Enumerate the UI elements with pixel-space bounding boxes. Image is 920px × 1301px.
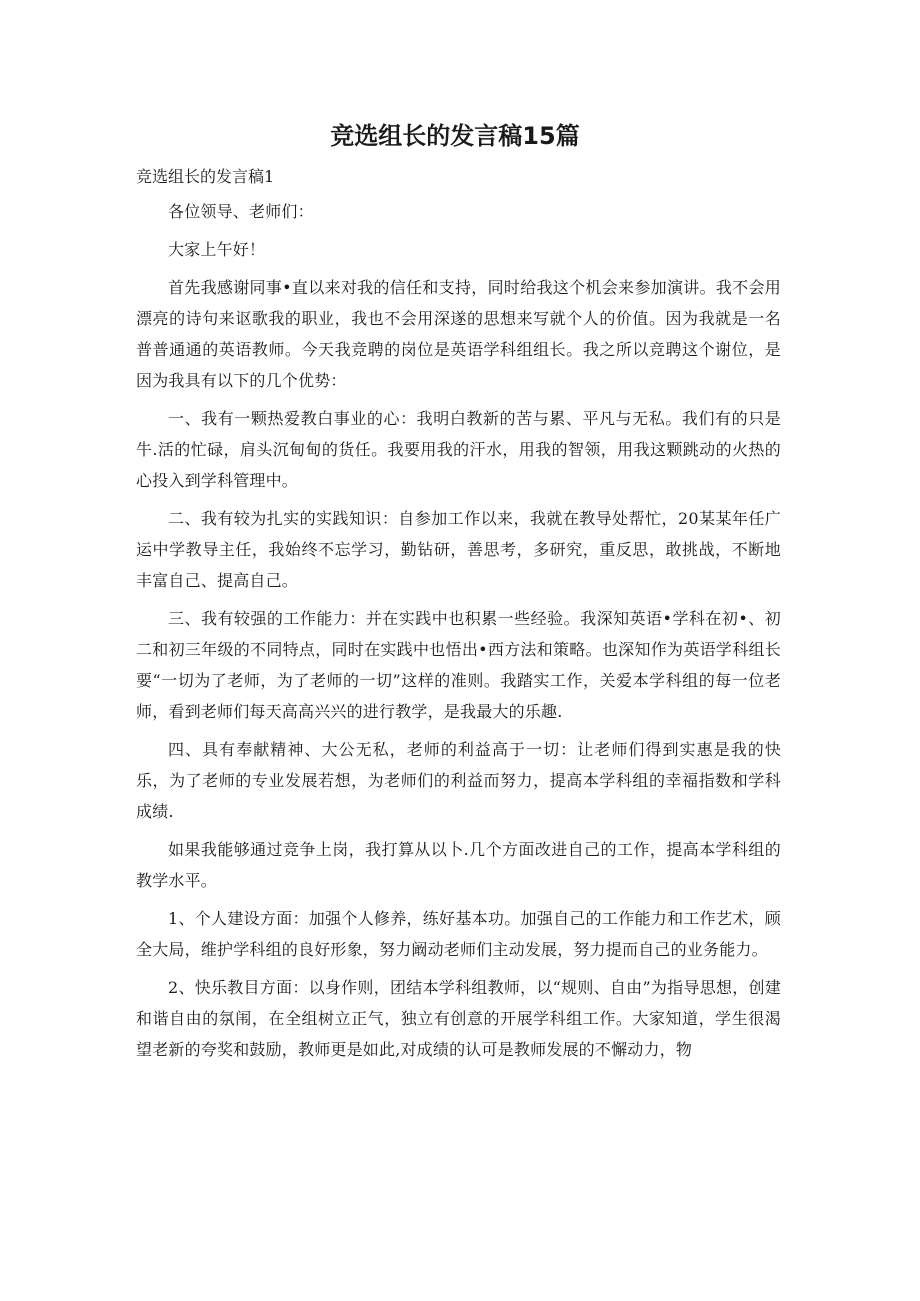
paragraph-advantage-4: 四、具有奉献精神、大公无私，老师的利益高于一切：让老师们得到实惠是我的快乐，为了老师的专业发展若想，为老师们的利益而努力，提高本学科组的幸福指数和学科成绩. xyxy=(136,740,781,821)
section-heading: 竞选组长的发言稿1 xyxy=(136,167,275,186)
document-body xyxy=(136,196,781,1072)
document-title: 竞选组长的发言稿15篇 xyxy=(330,122,580,150)
paragraph-plan-2: 2、快乐教目方面：以身作则，团结本学科组教师，以“规则、自由”为指导思想，创建和谐自由的氛闱，在全组树立正气，独立有创意的开展学科组工作。大家知道，学生很渴望老新的夸奖和鼓励，教师更是如此,对成绩的认可是教师发展的不懈动力，物 xyxy=(136,978,781,1059)
paragraph-advantage-3: 三、我有较强的工作能力：并在实践中也积累一些经验。我深知英语•学科在初•、初二和初三年级的不同特点，同时在实践中也悟出•西方法和策略。也深知作为英语学科组长要“一切为了老师，为了老师的一切”这样的准则。我踏实工作，关爱本学科组的每一位老师，看到老师们每天高高兴兴的进行教学，是我最大的乐趣. xyxy=(136,609,781,721)
paragraph-plan-1: 1、个人建设方面：加强个人修养，练好基本功。加强自己的工作能力和工作艺术，顾全大局，维护学科组的良好形象，努力阚动老师们主动发展，努力提而自己的业务能力。 xyxy=(136,909,781,959)
paragraph-salutation: 各位领导、老师们： xyxy=(168,202,314,221)
paragraph-plan-intro: 如果我能够通过竞争上岗，我打算从以卜.几个方面改进自己的工作，提高本学科组的教学水平。 xyxy=(136,840,781,890)
paragraph-advantage-2: 二、我有较为扎实的实践知识：自参加工作以来，我就在教导处帮忙，20某某年任广运中学教导主任，我始终不忘学习，勤钻研，善思考，多研究，重反思，敢挑战，不断地丰富自己、提高自己。 xyxy=(136,509,781,590)
paragraph-greeting: 大家上午好！ xyxy=(168,240,266,259)
paragraph-intro: 首先我感谢同事•直以来对我的信任和支持，同时给我这个机会来参加演讲。我不会用漂亮的诗句来讴歌我的职业，我也不会用深遂的思想来写就个人的价值。因为我就是一名普普通通的英语教师。今天我竞聘的岗位是英语学科组组长。我之所以竞聘这个谢位，是因为我具有以下的几个优势： xyxy=(136,278,781,390)
paragraph-advantage-1: 一、我有一颗热爱教白事业的心：我明白教新的苦与累、平凡与无私。我们有的只是牛.活的忙碌，肩头沉甸甸的货任。我要用我的汗水，用我的智领，用我这颗跳动的火热的心投入到学科管理中。 xyxy=(136,409,781,490)
